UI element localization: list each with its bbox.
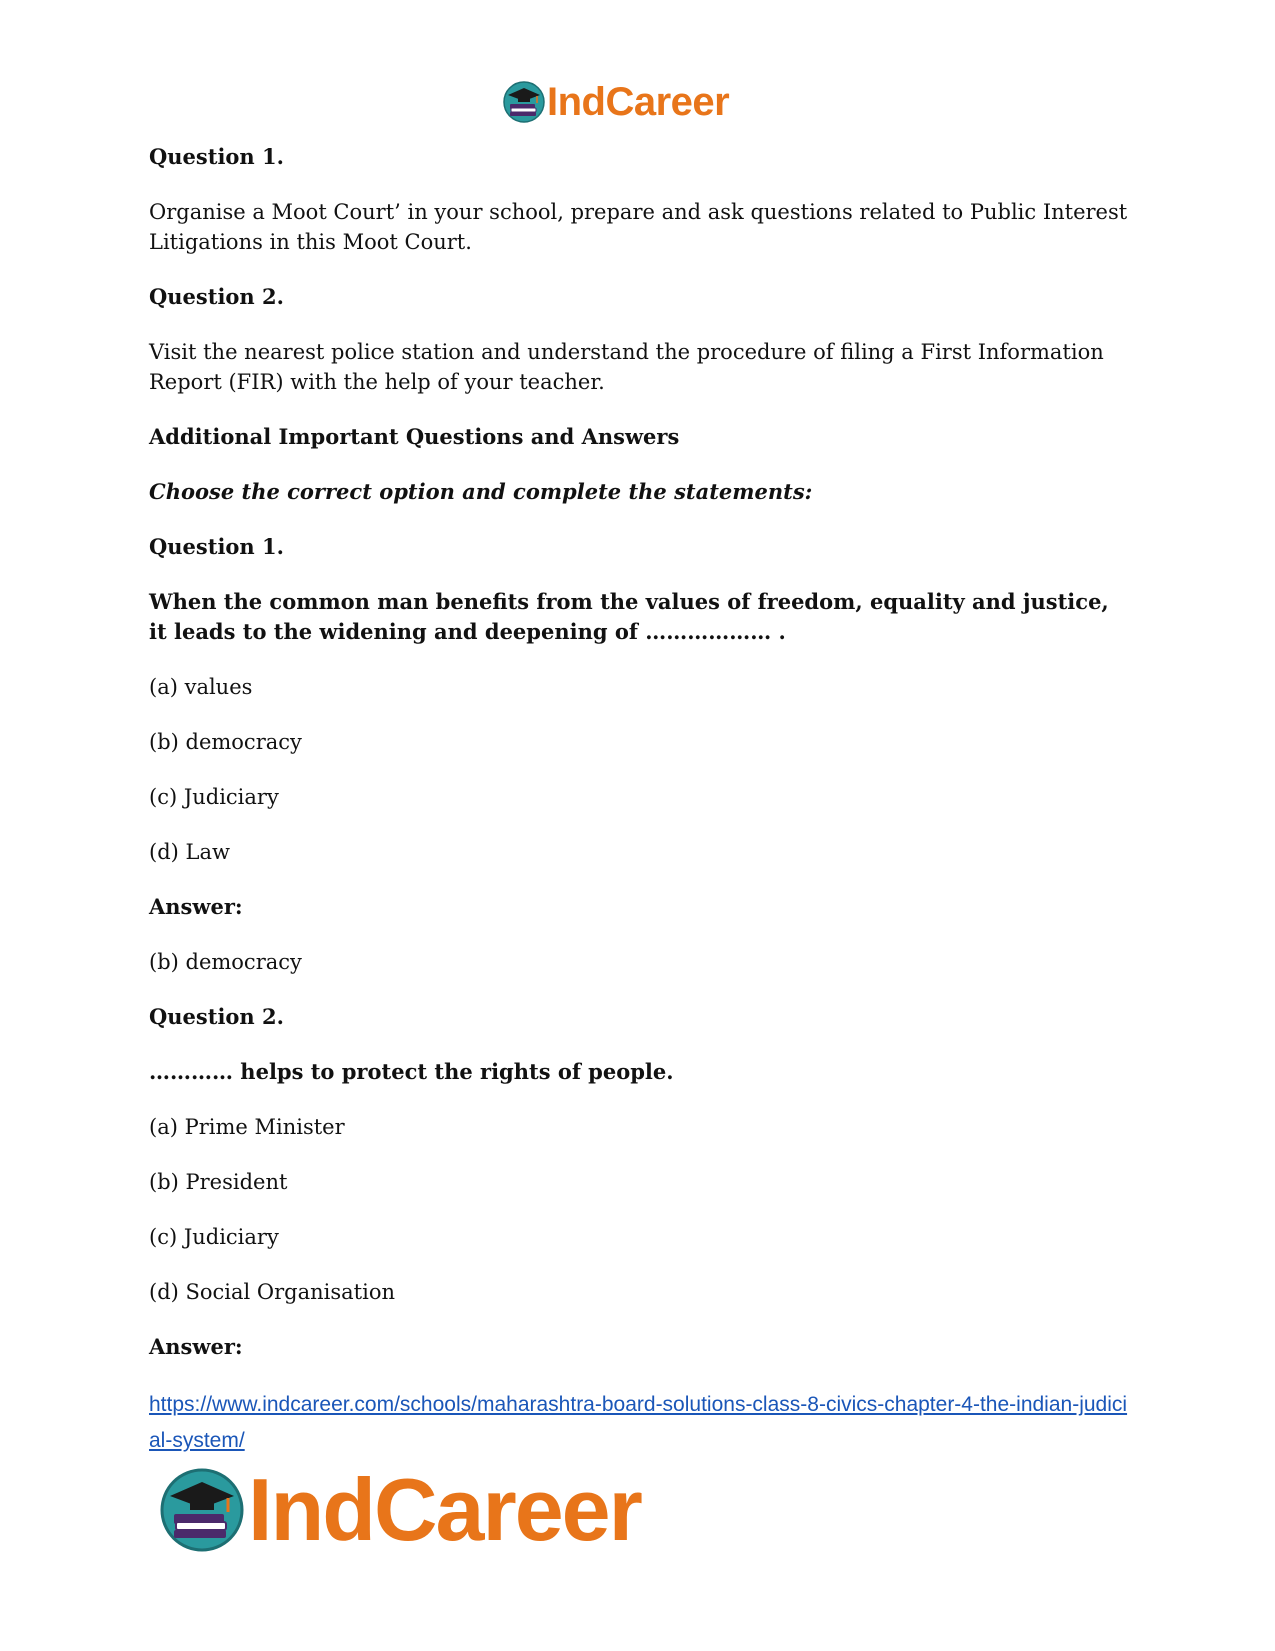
body-paragraph: (c) Judiciary xyxy=(149,1225,279,1249)
indcareer-logo-footer xyxy=(160,1460,641,1559)
source-link[interactable]: https://www.indcareer.com/schools/maharashtra-board-solutions-class-8-civics-chapter-4-the-indian-judicial-system/ xyxy=(149,1393,1128,1452)
bold-heading: Question 1. xyxy=(149,144,284,169)
bold-heading: Question 2. xyxy=(149,284,284,309)
body-paragraph: (a) values xyxy=(149,675,253,699)
indcareer-logo-header xyxy=(503,80,729,124)
logo-wordmark: IndCareer xyxy=(547,79,730,124)
body-paragraph: (a) Prime Minister xyxy=(149,1115,345,1139)
body-paragraph: (b) President xyxy=(149,1170,288,1194)
bold-heading: Additional Important Questions and Answers xyxy=(149,424,680,449)
graduation-book-icon xyxy=(160,1468,244,1552)
logo-wordmark: IndCareer xyxy=(248,1460,641,1559)
bold-heading: When the common man benefits from the values of freedom, equality and justice, it leads to the widening and deepening of ……………… . xyxy=(149,589,1109,644)
bold-heading: ………… helps to protect the rights of people. xyxy=(149,1059,674,1084)
bold-heading: Question 1. xyxy=(149,534,284,559)
body-paragraph: Visit the nearest police station and understand the procedure of filing a First Information Report (FIR) with the help of your teacher. xyxy=(149,340,1104,394)
graduation-book-icon xyxy=(503,81,545,123)
body-paragraph: (d) Law xyxy=(149,840,230,864)
bold-heading: Question 2. xyxy=(149,1004,284,1029)
body-paragraph: (b) democracy xyxy=(149,950,302,974)
body-paragraph: (d) Social Organisation xyxy=(149,1280,396,1304)
bold-heading: Answer: xyxy=(149,1334,243,1359)
document-body xyxy=(149,142,1129,1459)
body-paragraph: Organise a Moot Court’ in your school, prepare and ask questions related to Public Interest Litigations in this Moot Court. xyxy=(149,200,1128,254)
body-paragraph: (c) Judiciary xyxy=(149,785,279,809)
body-paragraph: (b) democracy xyxy=(149,730,302,754)
instruction-heading: Choose the correct option and complete the statements: xyxy=(149,479,813,504)
bold-heading: Answer: xyxy=(149,894,243,919)
